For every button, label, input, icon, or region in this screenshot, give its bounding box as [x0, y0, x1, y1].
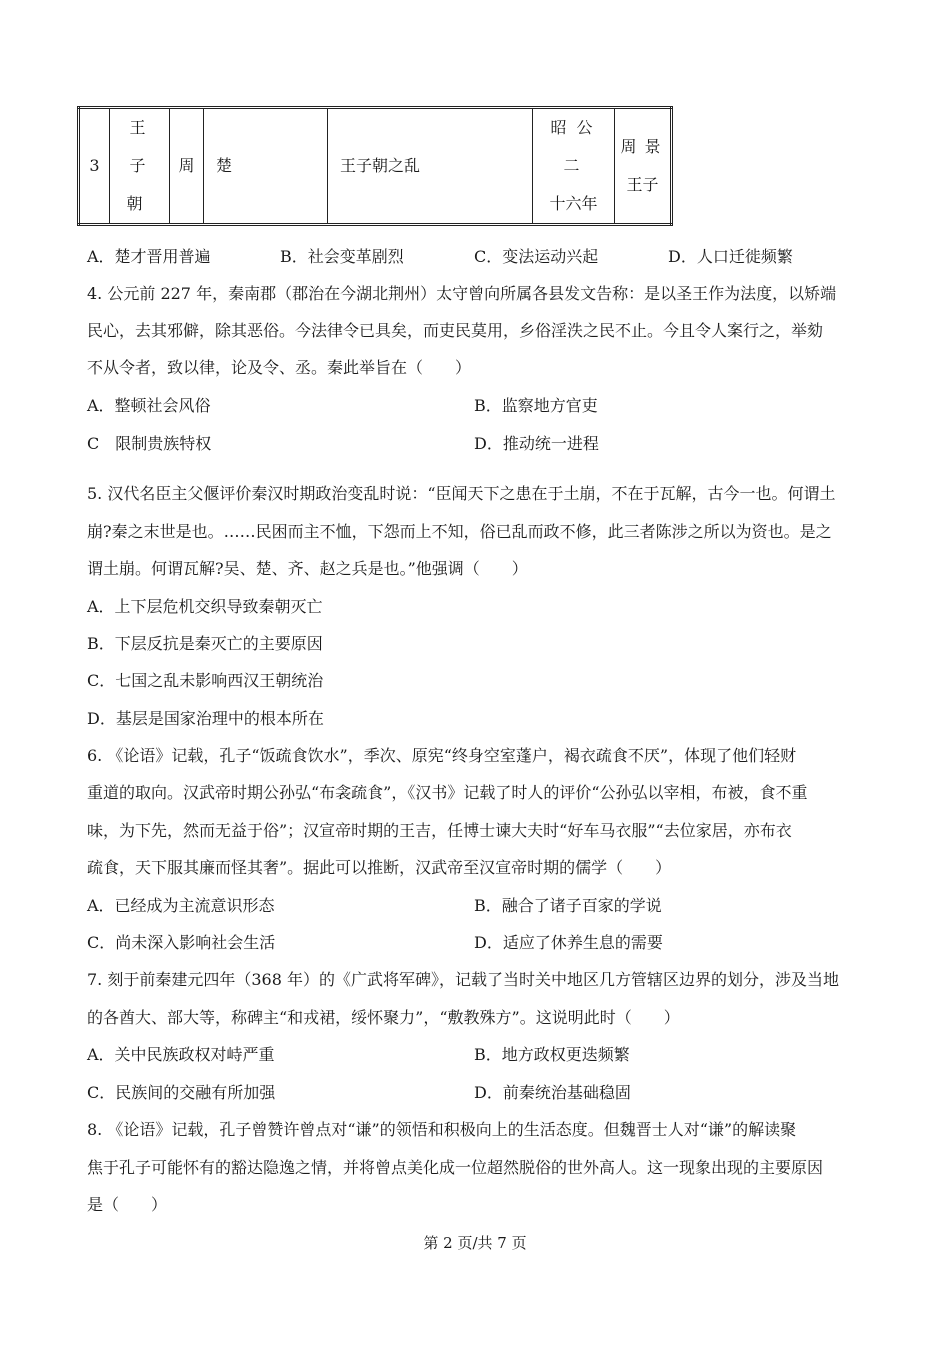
q3-option-d: D．人口迁徙频繁	[668, 247, 793, 266]
q5-stem-line2: 崩?秦之末世是也。……民困而主不恤，下怨而上不知，俗已乱而政不修，此三者陈涉之所以为资也。是之	[87, 522, 832, 541]
q7-stem-line1: 7. 刻于前秦建元四年（368 年）的《广武将军碑》，记载了当时关中地区几方管辖区边界的划分，涉及当地	[87, 970, 839, 989]
history-table	[77, 106, 673, 226]
q3-option-c: C．变法运动兴起	[474, 247, 599, 266]
q4-option-c: C 限制贵族特权	[87, 434, 212, 453]
date-cell	[533, 108, 615, 225]
identity-line1: 周景	[620, 137, 669, 156]
q8-stem-line3: 是（ ）	[87, 1195, 168, 1214]
q4-option-b: B．监察地方官吏	[474, 396, 598, 415]
q3-option-b: B．社会变革剧烈	[280, 247, 404, 266]
row-number: 3	[79, 108, 110, 225]
q4-stem-line2: 民心，去其邪僻，除其恶俗。今法律令已具矣，而吏民莫用，乡俗淫泆之民不止。今且令人案行之，举劾	[87, 321, 824, 340]
q4-stem-line1: 4. 公元前 227 年，秦南郡（郡治在今湖北荆州）太守曾向所属各县发文告称：是以圣王作为法度，以矫端	[87, 284, 837, 303]
q6-stem-line4: 疏食，天下服其廉而怪其奢”。据此可以推断，汉武帝至汉宣帝时期的儒学（ ）	[87, 858, 672, 877]
page-footer: 第 2 页/共 7 页	[423, 1234, 527, 1252]
q6-option-a: A．已经成为主流意识形态	[87, 896, 275, 915]
table-row	[79, 108, 672, 225]
q6-option-d: D．适应了休养生息的需要	[474, 933, 663, 952]
q8-stem-line1: 8. 《论语》记载，孔子曾赞许曾点对“谦”的领悟和积极向上的生活态度。但魏晋士人对“谦”的解读聚	[87, 1120, 797, 1139]
place-cell: 楚	[204, 108, 328, 225]
identity-line2: 王子	[626, 175, 659, 194]
q4-option-a: A．整顿社会风俗	[87, 396, 211, 415]
q4-option-d: D．推动统一进程	[474, 434, 599, 453]
q7-option-c: C．民族间的交融有所加强	[87, 1083, 276, 1102]
q6-stem-line2: 重道的取向。汉武帝时期公孙弘“布衾疏食”，《汉书》记载了时人的评价“公孙弘以宰相，布被，食不重	[87, 783, 808, 802]
q6-option-b: B．融合了诸子百家的学说	[474, 896, 662, 915]
event-cell: 王子朝之乱	[328, 108, 533, 225]
q6-stem-line3: 味，为下先，然而无益于俗”；汉宣帝时期的王吉，任博士谏大夫时“好车马衣服”“去位家居，亦布衣	[87, 821, 792, 840]
q5-stem-line1: 5. 汉代名臣主父偃评价秦汉时期政治变乱时说：“臣闻天下之患在于土崩，不在于瓦解，古今一也。何谓土	[87, 484, 836, 503]
q7-option-b: B．地方政权更迭频繁	[474, 1045, 630, 1064]
person-name-line1: 王子	[129, 118, 158, 175]
q4-stem-line3: 不从令者，致以律，论及令、丞。秦此举旨在（ ）	[87, 358, 472, 377]
q3-option-a: A．楚才晋用普遍	[87, 247, 211, 266]
q5-stem-line3: 谓土崩。何谓瓦解?吴、楚、齐、赵之兵是也。”他强调（ ）	[87, 559, 528, 578]
date-line1: 昭公二	[550, 118, 603, 175]
person-name	[110, 108, 170, 225]
q5-option-b: B．下层反抗是秦灭亡的主要原因	[87, 634, 323, 653]
q5-option-c: C．七国之乱未影响西汉王朝统治	[87, 671, 324, 690]
q6-stem-line1: 6. 《论语》记载，孔子“饭疏食饮水”，季次、原宪“终身空室蓬户，褐衣疏食不厌”，体现了他们轻财	[87, 746, 797, 765]
person-name-line2: 朝	[126, 194, 153, 213]
q5-option-d: D．基层是国家治理中的根本所在	[87, 709, 324, 728]
q7-option-a: A．关中民族政权对峙严重	[87, 1045, 275, 1064]
q5-option-a: A．上下层危机交织导致秦朝灭亡	[87, 597, 323, 616]
q6-option-c: C．尚未深入影响社会生活	[87, 933, 276, 952]
q7-option-d: D．前秦统治基础稳固	[474, 1083, 631, 1102]
date-line2: 十六年	[549, 194, 598, 213]
q8-stem-line2: 焦于孔子可能怀有的豁达隐逸之情，并将曾点美化成一位超然脱俗的世外高人。这一现象出现的主要原因	[87, 1158, 824, 1177]
q7-stem-line2: 的各酋大、部大等，称碑主“和戎裙，绥怀聚力”，“敷教殊方”。这说明此时（ ）	[87, 1008, 680, 1027]
identity-cell	[615, 108, 672, 225]
dynasty-cell: 周	[170, 108, 204, 225]
